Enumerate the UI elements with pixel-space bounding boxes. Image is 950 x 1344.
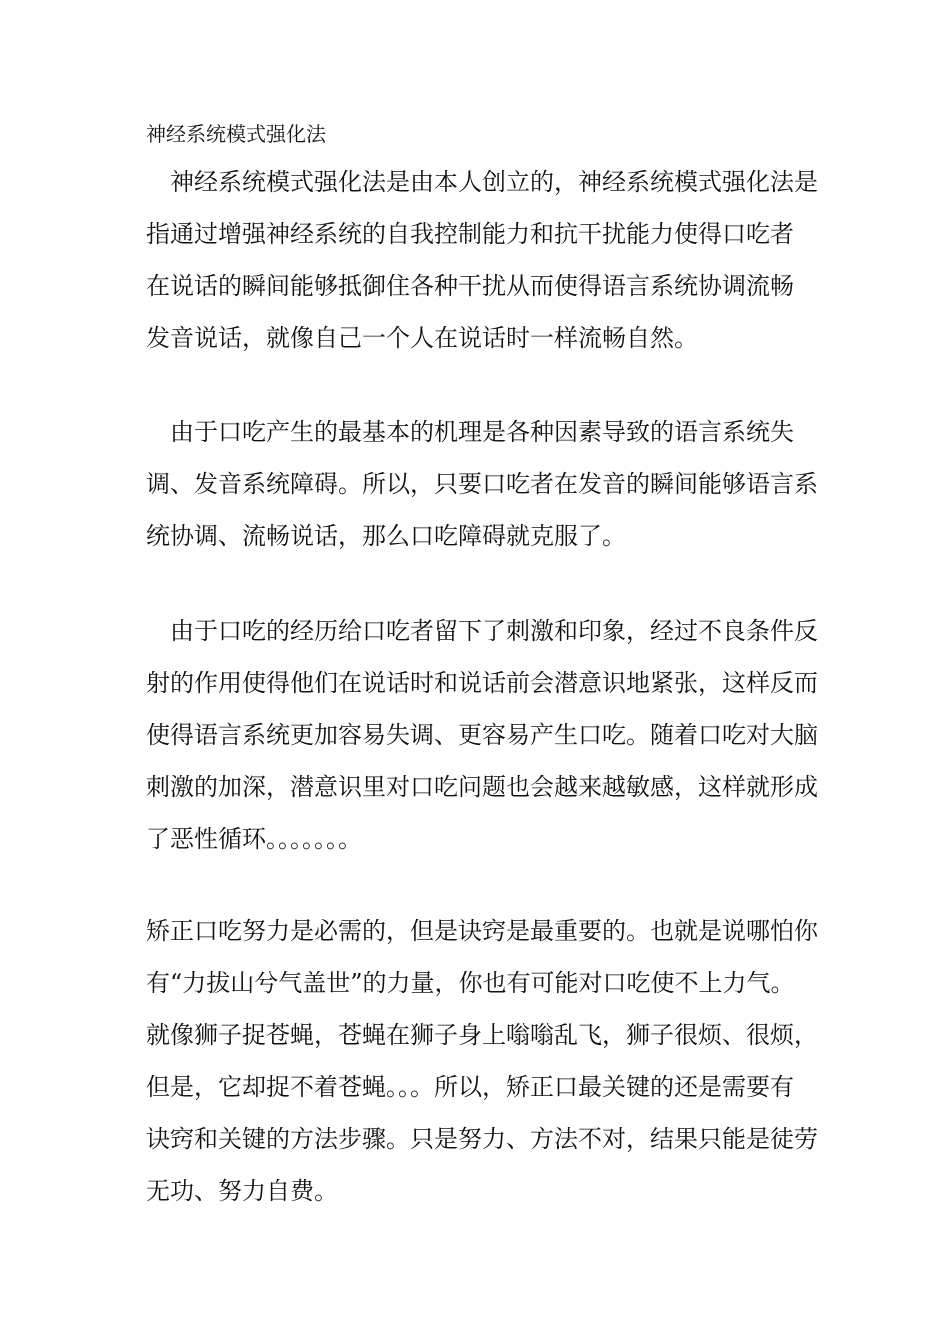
paragraph-4 — [146, 905, 826, 1217]
paragraph-2 — [146, 406, 826, 562]
paragraph-line: 调、发音系统障碍。所以，只要口吃者在发音的瞬间能够语言系 — [146, 470, 818, 498]
paragraph-line: 发音说话，就像自己一个人在说话时一样流畅自然。 — [146, 324, 698, 352]
paragraph-line: 统协调、流畅说话，那么口吃障碍就克服了。 — [146, 522, 626, 550]
paragraph-line: 刺激的加深，潜意识里对口吃问题也会越来越敏感，这样就形成 — [146, 773, 818, 801]
paragraph-line: 由于口吃产生的最基本的机理是各种因素导致的语言系统失 — [146, 418, 794, 446]
paragraph-line: 无功、努力自费。 — [146, 1177, 338, 1205]
paragraph-line: 在说话的瞬间能够抵御住各种干扰从而使得语言系统协调流畅 — [146, 272, 794, 300]
paragraph-1 — [146, 156, 826, 364]
paragraph-line: 神经系统模式强化法是由本人创立的，神经系统模式强化法是 — [146, 168, 818, 196]
paragraph-line: 就像狮子捉苍蝇，苍蝇在狮子身上嗡嗡乱飞，狮子很烦、很烦， — [146, 1021, 818, 1049]
paragraph-line: 指通过增强神经系统的自我控制能力和抗干扰能力使得口吃者 — [146, 220, 794, 248]
paragraph-line: 射的作用使得他们在说话时和说话前会潜意识地紧张，这样反而 — [146, 669, 818, 697]
paragraph-line: 矫正口吃努力是必需的，但是诀窍是最重要的。也就是说哪怕你 — [146, 917, 818, 945]
paragraph-line: 但是，它却捉不着苍蝇。。。所以，矫正口最关键的还是需要有 — [146, 1073, 794, 1101]
paragraph-line: 使得语言系统更加容易失调、更容易产生口吃。随着口吃对大脑 — [146, 721, 818, 749]
paragraph-line: 诀窍和关键的方法步骤。只是努力、方法不对，结果只能是徒劳 — [146, 1125, 818, 1153]
paragraph-line: 了恶性循环。。。。。。。 — [146, 825, 362, 853]
paragraph-line: 有“力拔山兮气盖世”的力量，你也有可能对口吃使不上力气。 — [146, 969, 795, 997]
paragraph-3 — [146, 605, 826, 865]
paragraph-line: 由于口吃的经历给口吃者留下了刺激和印象，经过不良条件反 — [146, 617, 818, 645]
document-title: 神经系统模式强化法 — [146, 122, 326, 146]
